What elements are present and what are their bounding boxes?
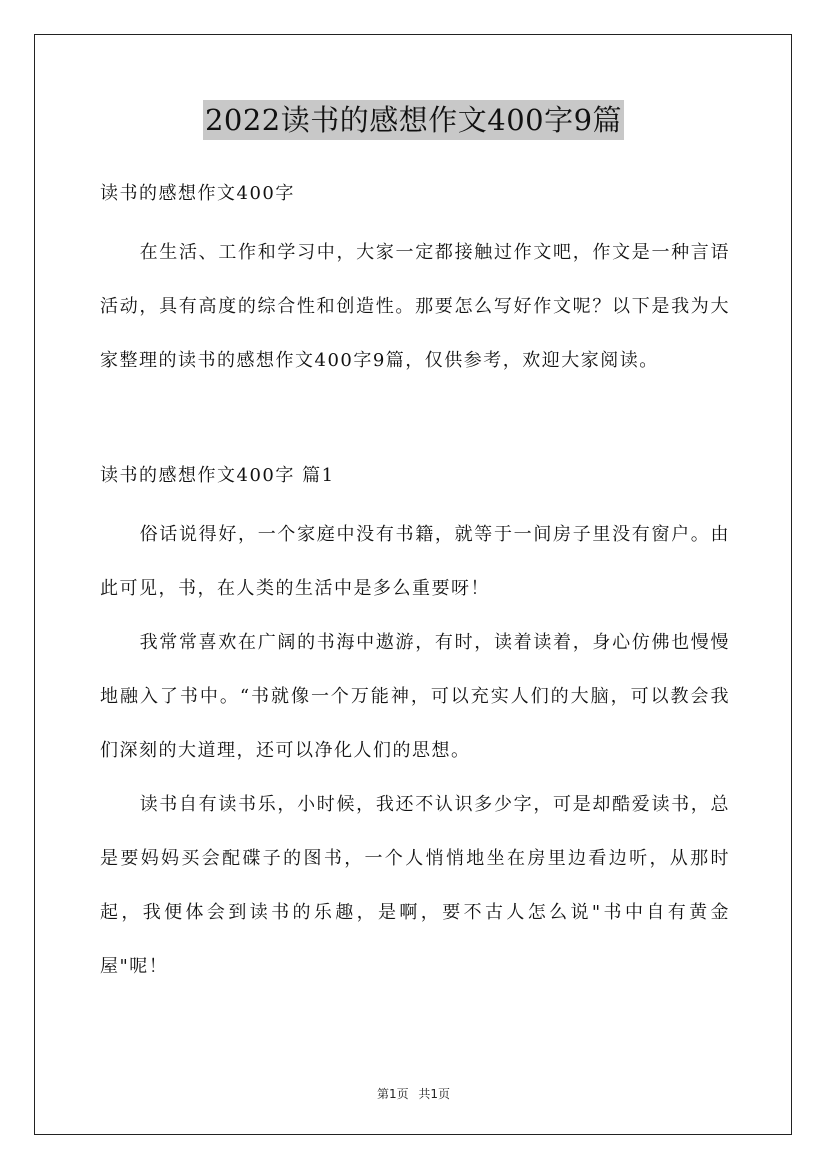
spacer bbox=[100, 494, 730, 508]
page-total: 共1页 bbox=[418, 1087, 451, 1101]
section1-paragraph-3: 读书自有读书乐，小时候，我还不认识多少字，可是却酷爱读书，总是要妈妈买会配碟子的图书，一个人悄悄地坐在房里边看边听，从那时起，我便体会到读书的乐趣，是啊，要不古人怎么说"书中自有黄金屋"呢！ bbox=[100, 794, 730, 977]
page-number: 第1页 bbox=[376, 1087, 409, 1101]
document-body bbox=[100, 176, 730, 994]
spacer bbox=[100, 212, 730, 226]
page-footer bbox=[0, 1085, 827, 1102]
section1-heading: 读书的感想作文400字 篇1 bbox=[100, 465, 335, 486]
section1-paragraph-2: 我常常喜欢在广阔的书海中遨游，有时，读着读着，身心仿佛也慢慢地融入了书中。“书就像一个万能神，可以充实人们的大脑，可以教会我们深刻的大道理，还可以净化人们的思想。 bbox=[100, 632, 730, 761]
intro-heading: 读书的感想作文400字 bbox=[100, 183, 295, 204]
section-spacer bbox=[100, 388, 730, 458]
intro-paragraph: 在生活、工作和学习中，大家一定都接触过作文吧，作文是一种言语活动，具有高度的综合性和创造性。那要怎么写好作文呢？以下是我为大家整理的读书的感想作文400字9篇，仅供参考，欢迎大家阅读。 bbox=[100, 242, 730, 371]
document-title: 2022读书的感想作文400字9篇 bbox=[203, 100, 624, 140]
title-container bbox=[0, 100, 827, 140]
section1-paragraph-1: 俗话说得好，一个家庭中没有书籍，就等于一间房子里没有窗户。由此可见，书，在人类的生活中是多么重要呀！ bbox=[100, 524, 730, 599]
